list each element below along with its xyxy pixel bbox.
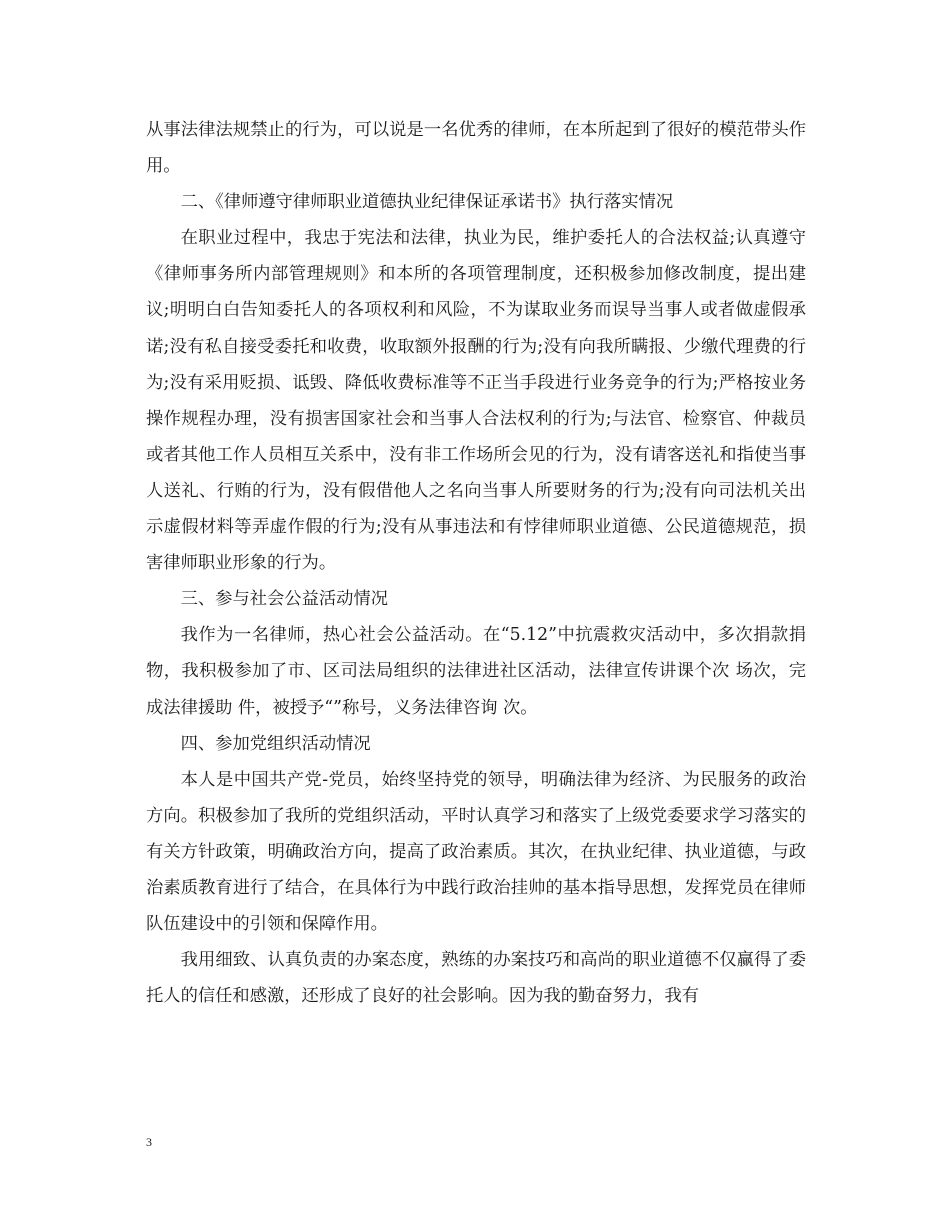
body-paragraph-party: 本人是中国共产党-党员，始终坚持党的领导，明确法律为经济、为民服务的政治方向。积极参加了我所的党组织活动，平时认真学习和落实了上级党委要求学习落实的有关方针政策，明确政治方向，提高了政治素质。其次，在执业纪律、执业道德，与政治素质教育进行了结合，在具体行为中践行政治挂帅的基本指导思想，发挥党员在律师队伍建设中的引领和保障作用。 xyxy=(146,769,806,935)
body-paragraph-pledge: 在职业过程中，我忠于宪法和法律，执业为民，维护委托人的合法权益;认真遵守《律师事务所内部管理规则》和本所的各项管理制度，还积极参加修改制度，提出建议;明明白白告知委托人的各项权利和风险，不为谋取业务而误导当事人或者做虚假承诺;没有私自接受委托和收费，收取额外报酬的行为;没有向我所瞒报、少缴代理费的行为;没有采用贬损、诋毁、降低收费标准等不正当手段进行业务竞争的行为;严格按业务操作规程办理，没有损害国家社会和当事人合法权利的行为;与法官、检察官、仲裁员或者其他工作人员相互关系中，没有非工作场所会见的行为，没有请客送礼和指使当事人送礼、行贿的行为，没有假借他人之名向当事人所要财务的行为;没有向司法机关出示虚假材料等弄虚作假的行为;没有从事违法和有悖律师职业道德、公民道德规范，损害律师职业形象的行为。 xyxy=(146,228,806,574)
page-number: 3 xyxy=(146,1135,152,1149)
document-body xyxy=(146,112,806,1014)
body-paragraph-public-welfare: 我作为一名律师，热心社会公益活动。在“5.12”中抗震救灾活动中，多次捐款捐物，我积极参加了市、区司法局组织的法律进社区活动，法律宣传讲课个次 场次，完成法律援助 件，被授予“”称号，义务法律咨询 次。 xyxy=(146,625,806,718)
continuation-paragraph: 从事法律法规禁止的行为，可以说是一名优秀的律师，在本所起到了很好的模范带头作用。 xyxy=(146,120,806,177)
section-heading-public-welfare: 三、参与社会公益活动情况 xyxy=(180,589,388,610)
body-paragraph-conclusion: 我用细致、认真负责的办案态度，熟练的办案技巧和高尚的职业道德不仅赢得了委托人的信任和感激，还形成了良好的社会影响。因为我的勤奋努力，我有 xyxy=(146,950,806,1007)
section-heading-pledge: 二、《律师遵守律师职业道德执业纪律保证承诺书》执行落实情况 xyxy=(180,192,674,213)
section-heading-party: 四、参加党组织活动情况 xyxy=(180,733,371,754)
